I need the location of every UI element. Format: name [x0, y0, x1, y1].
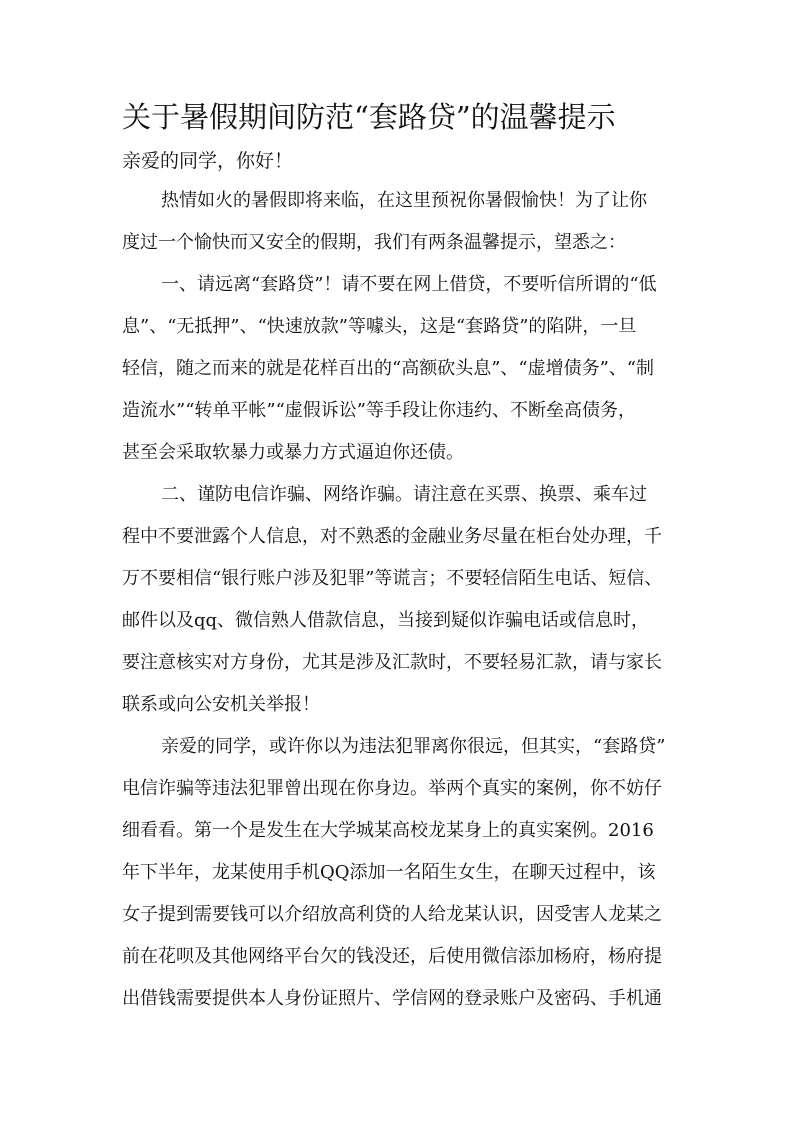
- body-line: 邮件以及qq、微信熟人借款信息，当接到疑似诈骗电话或信息时，: [122, 610, 650, 631]
- body-line: 要注意核实对方身份，尤其是涉及汇款时，不要轻易汇款，请与家长: [122, 652, 662, 673]
- body-line: 万不要相信“银行账户涉及犯罪”等谎言；不要轻信陌生电话、短信、: [122, 568, 663, 589]
- body-line: 造流水”“转单平帐”“虚假诉讼”等手段让你违约、不断垒高债务，: [122, 400, 637, 421]
- body-line: 轻信，随之而来的就是花样百出的“高额砍头息”、“虚增债务”、“制: [122, 358, 655, 379]
- body-line: 细看看。第一个是发生在大学城某高校龙某身上的真实案例。2016: [122, 820, 654, 841]
- greeting-line: 亲爱的同学，你好！: [122, 150, 294, 172]
- body-line: 甚至会采取软暴力或暴力方式逼迫你还债。: [122, 442, 464, 463]
- body-line: 亲爱的同学，或许你以为违法犯罪离你很远，但其实，“套路贷”: [161, 736, 666, 757]
- body-line: 息”、“无抵押”、“快速放款”等噱头，这是“套路贷”的陷阱，一旦: [122, 316, 637, 337]
- body-line: 联系或向公安机关举报！: [122, 694, 320, 715]
- body-line: 热情如火的暑假即将来临，在这里预祝你暑假愉快！为了让你: [161, 190, 647, 211]
- body-line: 出借钱需要提供本人身份证照片、学信网的登录账户及密码、手机通: [122, 988, 662, 1009]
- document-title: 关于暑假期间防范“套路贷”的温馨提示: [122, 100, 616, 134]
- body-line: 女子提到需要钱可以介绍放高利贷的人给龙某认识，因受害人龙某之: [122, 904, 662, 925]
- body-line: 前在花呗及其他网络平台欠的钱没还，后使用微信添加杨府，杨府提: [122, 946, 662, 967]
- body-line: 二、谨防电信诈骗、网络诈骗。请注意在买票、换票、乘车过: [161, 484, 647, 505]
- body-line: 电信诈骗等违法犯罪曾出现在你身边。举两个真实的案例，你不妨仔: [122, 778, 662, 799]
- body-line: 度过一个愉快而又安全的假期，我们有两条温馨提示，望悉之：: [122, 232, 626, 253]
- body-line: 一、请远离“套路贷”！请不要在网上借贷，不要听信所谓的“低: [161, 274, 657, 295]
- body-line: 程中不要泄露个人信息，对不熟悉的金融业务尽量在柜台处办理，千: [122, 526, 662, 547]
- body-line: 年下半年，龙某使用手机QQ添加一名陌生女生，在聊天过程中，该: [122, 862, 656, 883]
